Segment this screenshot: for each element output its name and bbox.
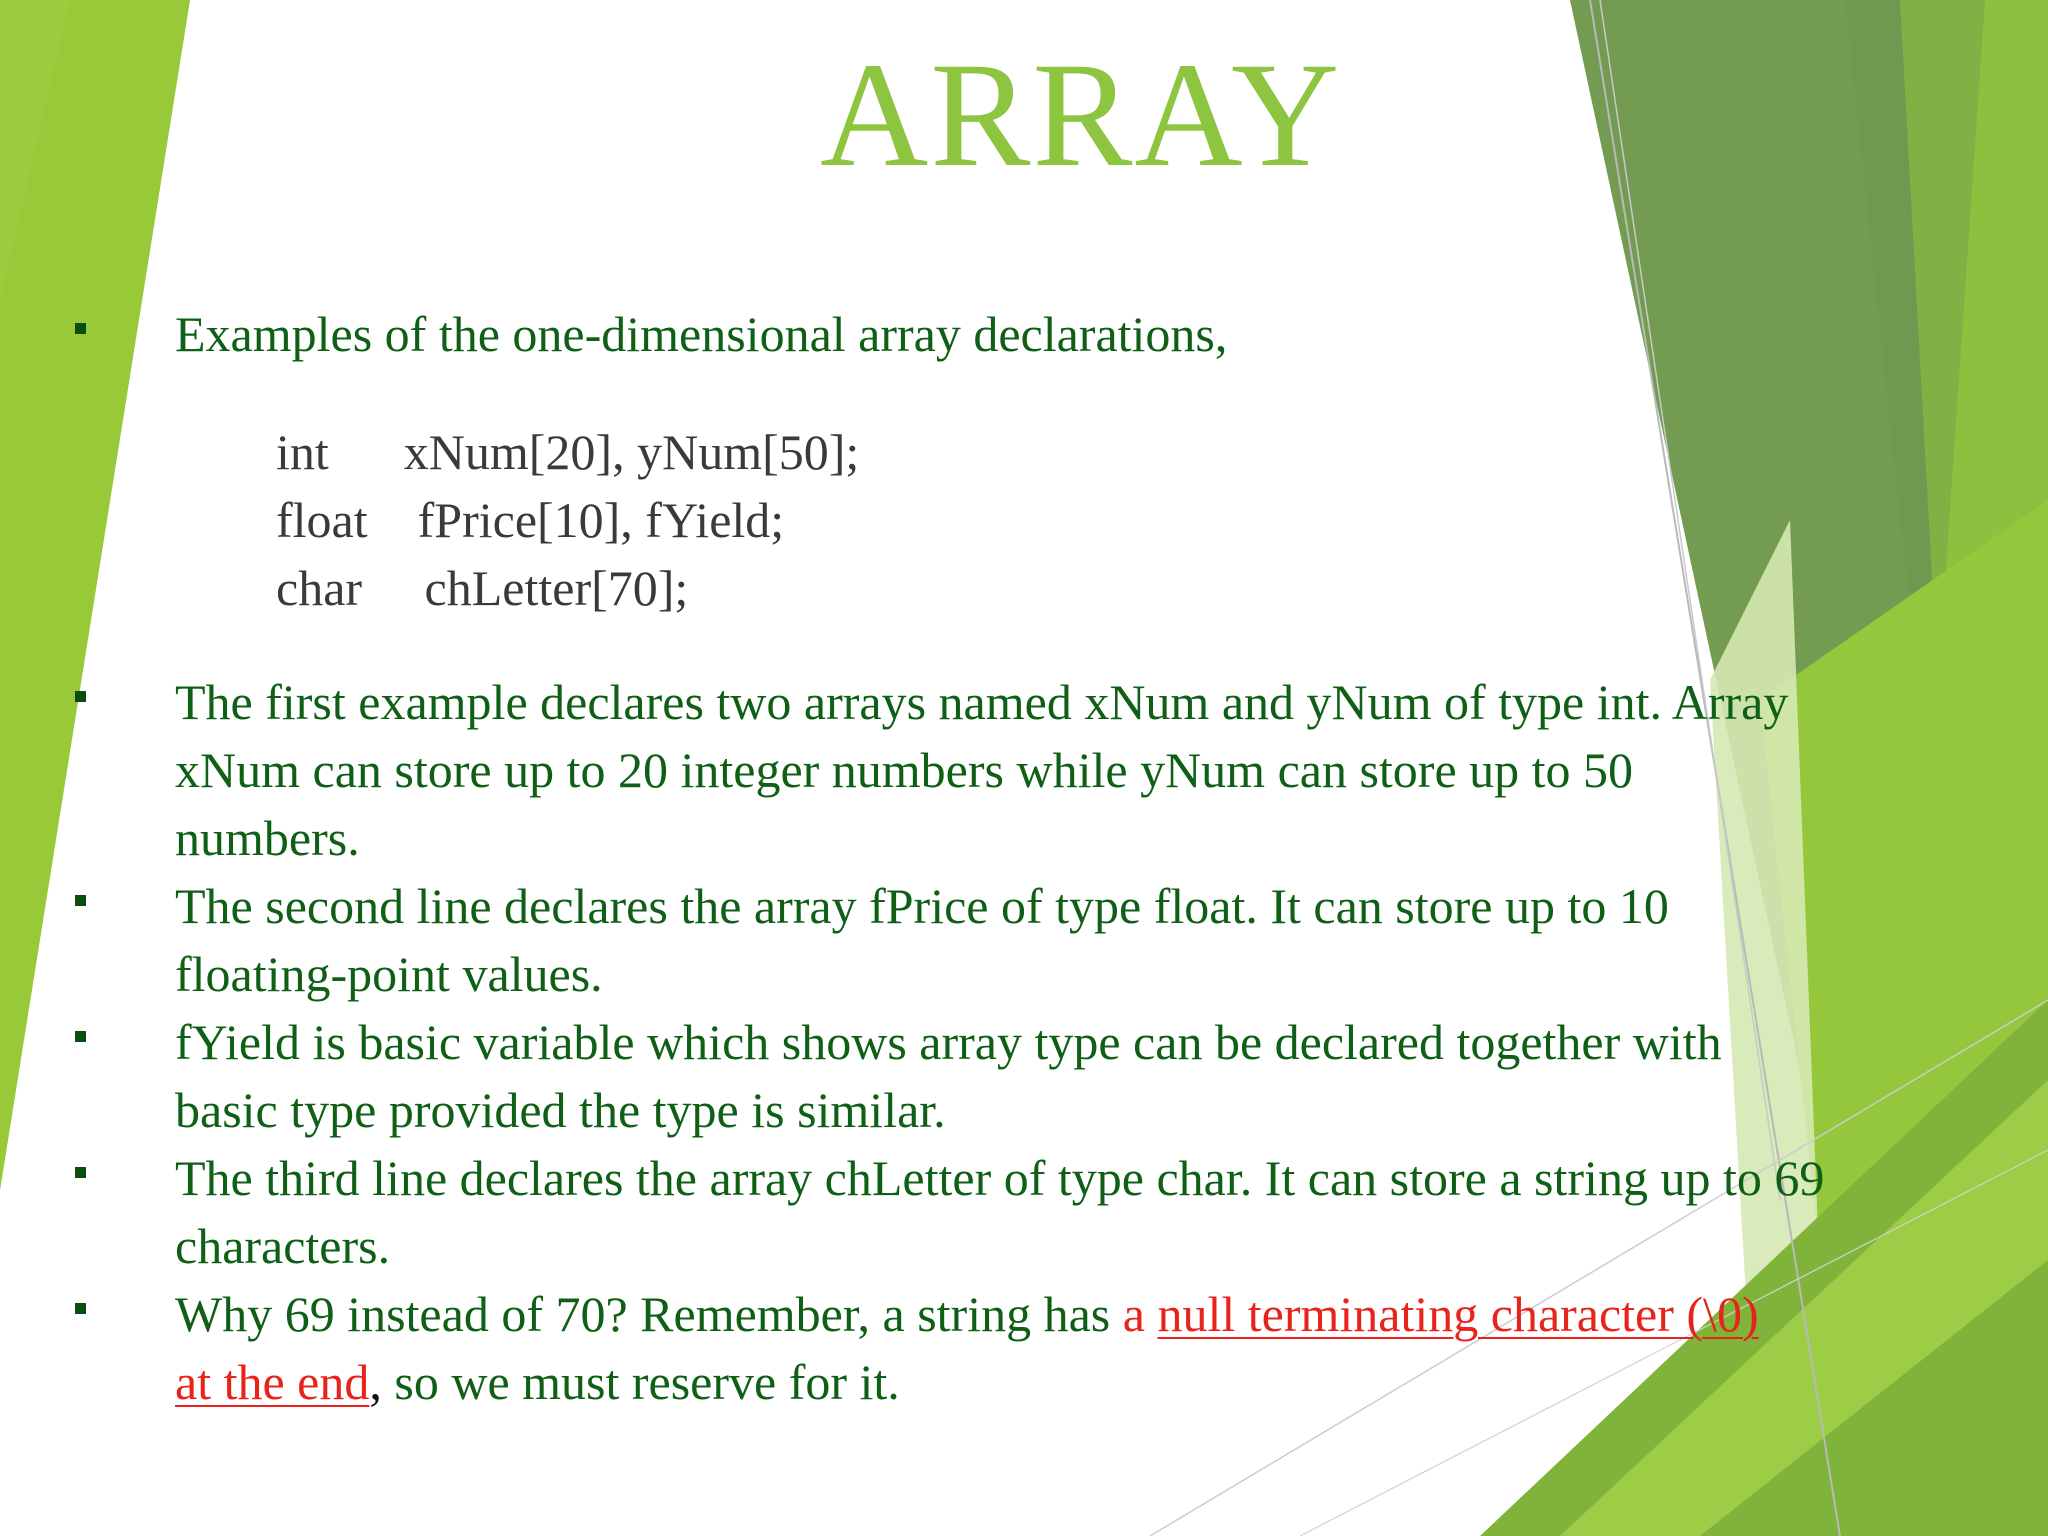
- bullet-text-1: The first example declares two arrays named xNum and yNum of type int. Array xNum can store up to 20 integer numbers while yNum can store up to 50 numbers.: [175, 674, 1789, 866]
- bullet-marker: [75, 895, 86, 906]
- bullet-5-comma: ,: [369, 1354, 382, 1410]
- bullet-text-5: [175, 1280, 1775, 1416]
- intro-text: Examples of the one-dimensional array declarations,: [175, 306, 1228, 362]
- left-green-band-shade: [0, 0, 190, 1190]
- slide-title: ARRAY: [820, 32, 1342, 198]
- code-line-2: float fPrice[10], fYield;: [276, 492, 785, 548]
- bullet-text-3: fYield is basic variable which shows array type can be declared together with basic type provided the type is similar.: [175, 1014, 1722, 1138]
- bullet-5-underlined-highlight: null terminating character (\0) at the end: [175, 1286, 1759, 1410]
- bullet-marker: [75, 1031, 86, 1042]
- bullet-5-highlight: a: [1122, 1286, 1158, 1342]
- code-line-3: char chLetter[70];: [276, 560, 689, 616]
- bullet-text-4: The third line declares the array chLetter of type char. It can store a string up to 69 characters.: [175, 1150, 1825, 1274]
- bullet-5-part-1: Why 69 instead of 70? Remember, a string has: [175, 1286, 1123, 1342]
- bullet-marker: [75, 323, 86, 334]
- bullet-text-2: The second line declares the array fPrice of type float. It can store up to 10 floating-point values.: [175, 878, 1669, 1002]
- bullet-5-part-5: so we must reserve for it.: [381, 1354, 900, 1410]
- bullet-marker: [75, 1303, 86, 1314]
- code-line-1: int xNum[20], yNum[50];: [276, 424, 860, 480]
- bullet-marker: [75, 691, 86, 702]
- bullet-marker: [75, 1167, 86, 1178]
